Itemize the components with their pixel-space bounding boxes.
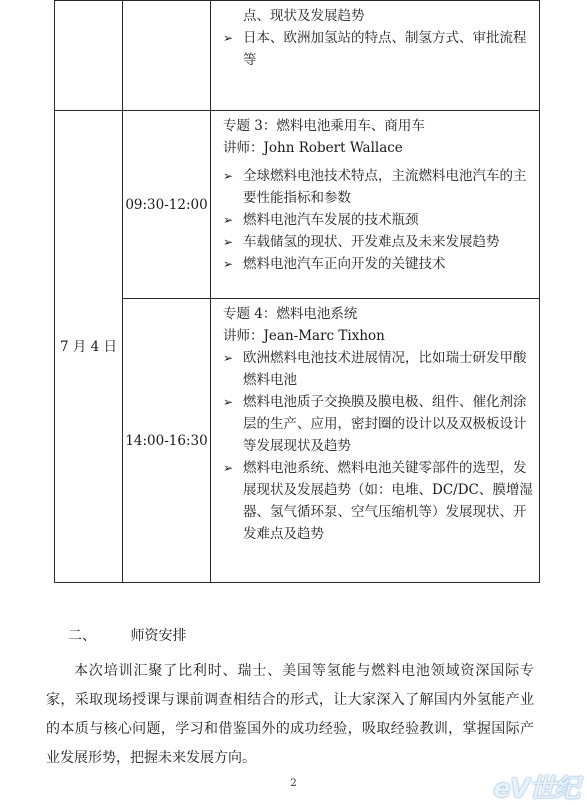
session-lecturer: 讲师：John Robert Wallace (223, 140, 403, 156)
arrow-bullet-icon: ➢ (223, 351, 234, 365)
arrow-bullet-icon: ➢ (223, 461, 234, 475)
bullet-text: 燃料电池系统、燃料电池关键零部件的选型，发展现状及发展趋势（如：电堆、DC/DC、膜增湿器、氢气循环泵、空气压缩机等）发展现状、开发难点及趋势 (243, 460, 533, 542)
list-item (223, 231, 533, 253)
body-paragraph: 本次培训汇聚了比利时、瑞士、美国等氢能与燃料电池领域资深国际专家，采取现场授课与课前调查相结合的形式，让大家深入了解国内外氢能产业的本质与核心问题，学习和借鉴国外的成功经验，吸取经验教训，掌握国际产业发展形势，把握未来发展方向。 (46, 663, 534, 766)
content-cell (211, 1, 540, 111)
time-cell-empty (123, 1, 211, 111)
section-title: 师资安排 (130, 628, 187, 644)
content-cell (211, 111, 540, 299)
section-heading (68, 625, 186, 645)
list-item (223, 27, 533, 71)
session-title: 专题 4：燃料电池系统 (223, 306, 358, 322)
list-item (223, 253, 533, 275)
table-row (55, 299, 540, 583)
bullet-text: 燃料电池汽车正向开发的关键技术 (243, 256, 446, 272)
session-title: 专题 3：燃料电池乘用车、商用车 (223, 118, 425, 134)
content-cell (211, 299, 540, 583)
watermark-logo: eV世纪 (493, 774, 579, 804)
time-cell: 14:00-16:30 (123, 299, 211, 583)
arrow-bullet-icon: ➢ (223, 213, 234, 227)
bullet-text: 燃料电池汽车发展的技术瓶颈 (243, 212, 419, 228)
list-item (223, 391, 533, 457)
section-number: 二、 (68, 628, 96, 644)
bullet-text: 日本、欧洲加氢站的特点、制氢方式、审批流程等 (243, 30, 527, 68)
page-number: 2 (290, 778, 297, 789)
bullet-text: 车载储氢的现状、开发难点及未来发展趋势 (243, 234, 500, 250)
bullet-text: 欧洲燃料电池技术进展情况，比如瑞士研发甲酸燃料电池 (243, 350, 527, 388)
schedule-table (54, 0, 540, 583)
bullet-continuation: 点、现状及发展趋势 (243, 8, 365, 24)
time-cell: 09:30-12:00 (123, 111, 211, 299)
list-item (223, 347, 533, 391)
bullet-text: 燃料电池质子交换膜及膜电极、组件、催化剂涂层的生产、应用，密封圈的设计以及双极板设计等发展现状及趋势 (243, 394, 527, 454)
date-cell-empty (55, 1, 123, 111)
arrow-bullet-icon: ➢ (223, 395, 234, 409)
date-cell: 7 月 4 日 (55, 111, 123, 583)
list-item (223, 165, 533, 209)
bullet-text: 全球燃料电池技术特点，主流燃料电池汽车的主要性能指标和参数 (243, 168, 527, 206)
list-item (223, 457, 533, 545)
arrow-bullet-icon: ➢ (223, 31, 234, 45)
table-row (55, 111, 540, 299)
arrow-bullet-icon: ➢ (223, 235, 234, 249)
arrow-bullet-icon: ➢ (223, 257, 234, 271)
arrow-bullet-icon: ➢ (223, 169, 234, 183)
session-lecturer: 讲师：Jean-Marc Tixhon (223, 328, 385, 344)
table-row (55, 1, 540, 111)
list-item (223, 209, 533, 231)
